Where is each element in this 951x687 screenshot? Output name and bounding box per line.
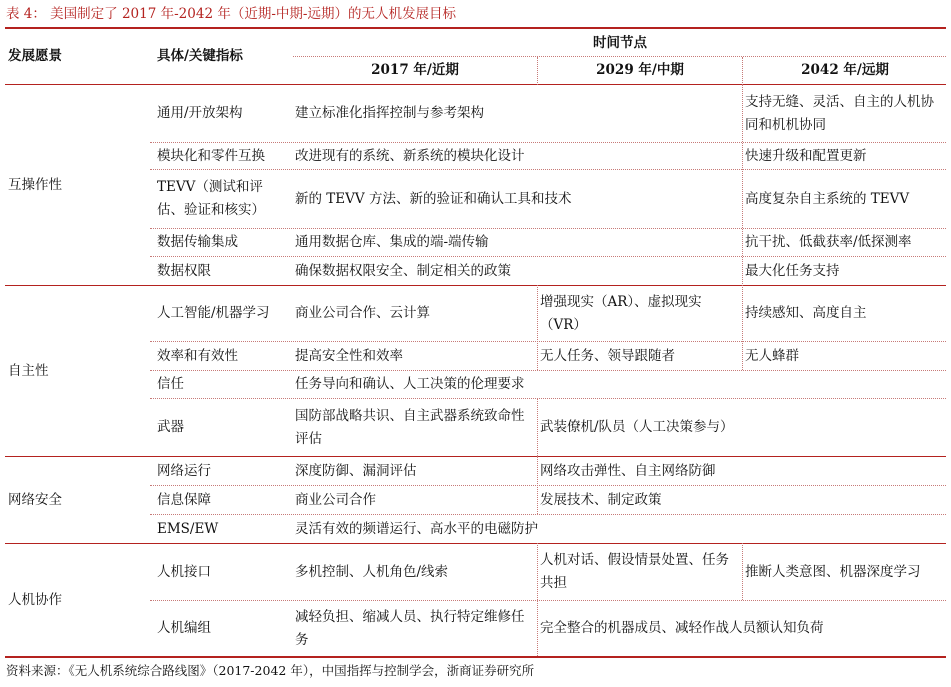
header-divider (293, 56, 946, 57)
goal-near-mid: 通用数据仓库、集成的端-端传输 (295, 234, 489, 250)
vision-autonomy: 自主性 (8, 362, 49, 379)
indicator-cell: EMS/EW (157, 520, 219, 537)
indicator-cell: 武器 (157, 419, 184, 435)
goal-mid-far: 武装僚机/队员（人工决策参与） (540, 419, 734, 435)
indicator-cell: 信任 (157, 376, 184, 392)
goal-mid-far: 完全整合的机器成员、减轻作战人员额认知负荷 (540, 620, 824, 636)
goal-all-periods: 任务导向和确认、人工决策的伦理要求 (295, 376, 525, 392)
source-note: 资料来源：《无人机系统综合路线图》（2017-2042 年），中国指挥与控制学会，浙商证券研究所 (6, 663, 535, 678)
indicator-cell: 模块化和零件互换 (157, 147, 265, 164)
header-2029-mid: 2029 年/中期 (596, 61, 684, 78)
goal-far: 推断人类意图、机器深度学习 (745, 563, 921, 580)
goal-far: 快速升级和配置更新 (745, 147, 867, 164)
goal-near-mid: 确保数据权限安全、制定相关的政策 (295, 262, 511, 279)
goal-near: 减轻负担、缩减人员、执行特定维修任务 (295, 608, 525, 648)
goal-near: 提高安全性和效率 (295, 347, 403, 364)
header-indicator: 具体/关键指标 (157, 47, 243, 64)
vision-human-machine-collaboration: 人机协作 (8, 591, 62, 608)
header-time-nodes: 时间节点 (593, 34, 647, 51)
table-bottom-rule (5, 656, 946, 658)
goal-near: 多机控制、人机角色/线索 (295, 563, 449, 580)
indicator-cell: 数据传输集成 (157, 234, 238, 250)
goal-near: 深度防御、漏洞评估 (295, 462, 417, 479)
goal-near-mid: 建立标准化指挥控制与参考架构 (295, 105, 484, 121)
indicator-cell: 数据权限 (157, 262, 211, 279)
header-2017-near: 2017 年/近期 (371, 61, 459, 78)
goal-far: 持续感知、高度自主 (745, 305, 867, 321)
goal-near: 商业公司合作、云计算 (295, 305, 430, 321)
indicator-cell: 信息保障 (157, 491, 211, 508)
goal-mid: 人机对话、假设情景处置、任务共担 (540, 552, 729, 591)
goal-near-mid: 新的 TEVV 方法、新的验证和确认工具和技术 (295, 190, 572, 207)
goal-far: 支持无缝、灵活、自主的人机协同和机机协同 (745, 93, 934, 133)
indicator-cell: 人工智能/机器学习 (157, 305, 270, 321)
goal-mid: 增强现实（AR）、虚拟现实（VR） (540, 293, 702, 333)
indicator-cell: 网络运行 (157, 462, 211, 479)
indicator-cell: 通用/开放架构 (157, 105, 243, 121)
goal-all-periods: 灵活有效的频谱运行、高水平的电磁防护 (295, 520, 538, 537)
header-2042-far: 2042 年/远期 (801, 61, 889, 78)
goal-far: 高度复杂自主系统的 TEVV (745, 190, 910, 207)
indicator-cell: 人机接口 (157, 563, 211, 580)
goal-far: 抗干扰、低截获率/低探测率 (745, 234, 912, 250)
table-title: 表 4： 美国制定了 2017 年-2042 年（近期-中期-远期）的无人机发展目标 (6, 6, 456, 22)
vision-cyber-security: 网络安全 (8, 491, 62, 508)
goal-near-mid: 改进现有的系统、新系统的模块化设计 (295, 147, 525, 164)
column-rule (742, 57, 743, 85)
indicator-cell: 人机编组 (157, 620, 211, 636)
indicator-cell: 效率和有效性 (157, 347, 238, 364)
header-vision: 发展愿景 (8, 47, 62, 64)
goal-near: 国防部战略共识、自主武器系统致命性评估 (295, 407, 525, 447)
vision-interoperability: 互操作性 (8, 176, 62, 193)
goal-mid-far: 网络攻击弹性、自主网络防御 (540, 462, 716, 479)
indicator-cell: TEVV（测试和评估、验证和核实） (157, 179, 265, 218)
column-rule (537, 57, 538, 85)
goal-mid: 无人任务、领导跟随者 (540, 347, 675, 364)
goal-near: 商业公司合作 (295, 491, 376, 508)
goal-mid-far: 发展技术、制定政策 (540, 491, 662, 508)
goal-far: 无人蜂群 (745, 347, 799, 364)
goal-far: 最大化任务支持 (745, 262, 840, 279)
table-top-rule (5, 27, 946, 29)
